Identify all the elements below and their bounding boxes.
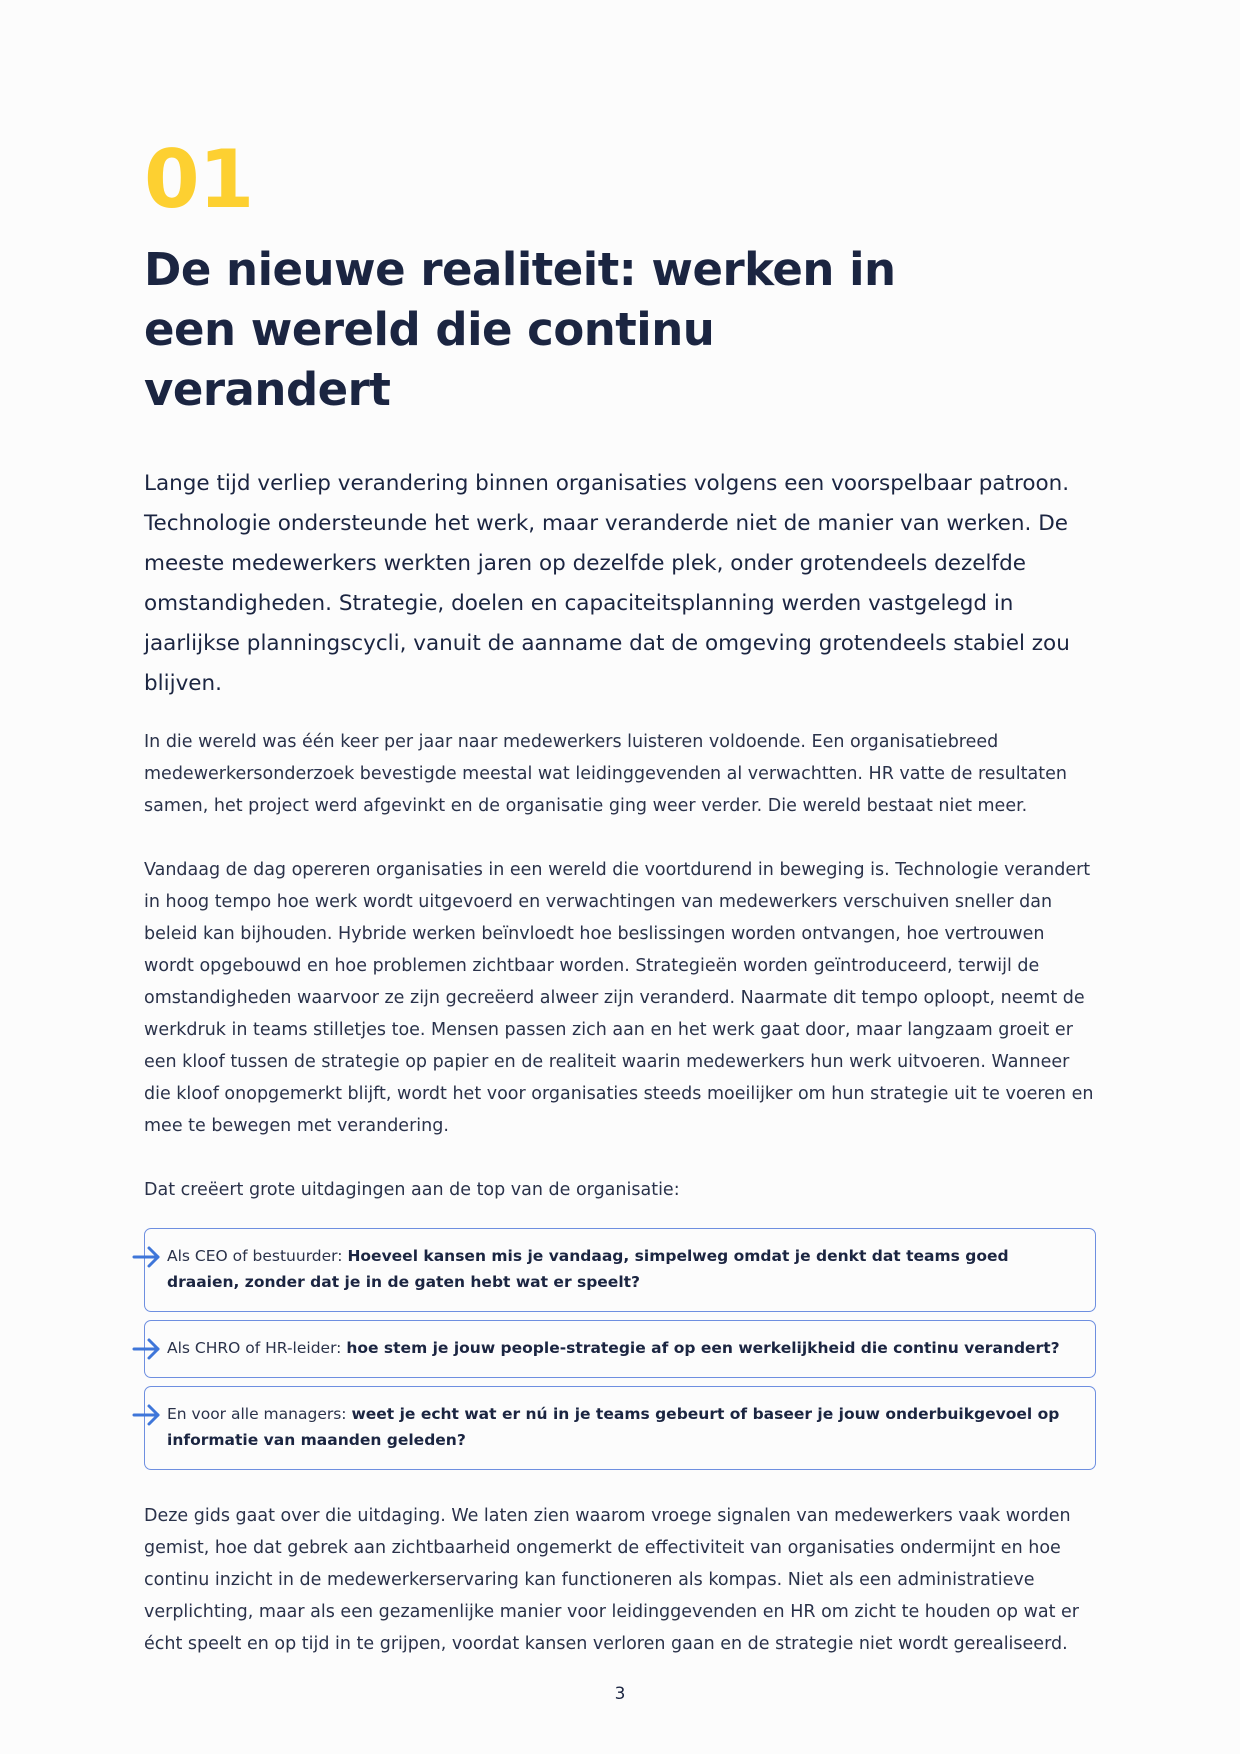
- question-box-ceo: [144, 1228, 1096, 1312]
- question-box-managers: [144, 1386, 1096, 1470]
- question-text: hoe stem je jouw people-strategie af op een werkelijkheid die continu verandert?: [346, 1339, 1060, 1357]
- body-paragraph-3: Dat creëert grote uitdagingen aan de top van de organisatie:: [144, 1180, 680, 1200]
- question-role: Als CHRO of HR-leider:: [167, 1339, 347, 1357]
- question-text: Hoeveel kansen mis je vandaag, simpelweg omdat je denkt dat teams goed draaien, zonder dat je in de gaten hebt wat er speelt?: [167, 1247, 1009, 1291]
- arrow-right-icon: [132, 1245, 162, 1269]
- page-content: [144, 133, 1096, 1660]
- body-paragraph-1: In die wereld was één keer per jaar naar medewerkers luisteren voldoende. Een organisatiebreed medewerkersonderzoek bevestigde meestal wat leidinggevenden al verwachtten. HR vatte de resultaten samen, het project werd afgevinkt en de organisatie ging weer verder. Die wereld bestaat niet meer.: [144, 732, 1067, 816]
- lead-paragraph: Lange tijd verliep verandering binnen organisaties volgens een voorspelbaar patroon. Technologie ondersteunde het werk, maar veranderde niet de manier van werken. De meeste medewerkers werkten jaren op dezelfde plek, onder grotendeels dezelfde omstandigheden. Strategie, doelen en capaciteitsplanning werden vastgelegd in jaarlijkse planningscycli, vanuit de aanname dat de omgeving grotendeels stabiel zou blijven.: [144, 471, 1070, 696]
- question-box-chro: [144, 1320, 1096, 1378]
- arrow-right-icon: [132, 1403, 162, 1427]
- question-role: En voor alle managers:: [167, 1405, 352, 1423]
- chapter-number: 01: [144, 133, 254, 226]
- page-number: 3: [614, 1684, 626, 1704]
- chapter-title: De nieuwe realiteit: werken in een wereld die continu verandert: [144, 243, 896, 416]
- question-text: weet je echt wat er nú in je teams gebeurt of baseer je jouw onderbuikgevoel op informatie van maanden geleden?: [167, 1405, 1060, 1449]
- closing-paragraph: Deze gids gaat over die uitdaging. We laten zien waarom vroege signalen van medewerkers vaak worden gemist, hoe dat gebrek aan zichtbaarheid ongemerkt de effectiviteit van organisaties ondermijnt en hoe continu inzicht in de medewerkerservaring kan functioneren als kompas. Niet als een administratieve verplichting, maar als een gezamenlijke manier voor leidinggevenden en HR om zicht te houden op wat er écht speelt en op tijd in te grijpen, voordat kansen verloren gaan en de strategie niet wordt gerealiseerd.: [144, 1506, 1080, 1654]
- arrow-right-icon: [132, 1337, 162, 1361]
- body-paragraph-2: Vandaag de dag opereren organisaties in een wereld die voortdurend in beweging is. Technologie verandert in hoog tempo hoe werk wordt uitgevoerd en verwachtingen van medewerkers verschuiven sneller dan beleid kan bijhouden. Hybride werken beïnvloedt hoe beslissingen worden ontvangen, hoe vertrouwen wordt opgebouwd en hoe problemen zichtbaar worden. Strategieën worden geïntroduceerd, terwijl de omstandigheden waarvoor ze zijn gecreëerd alweer zijn veranderd. Naarmate dit tempo oploopt, neemt de werkdruk in teams stilletjes toe. Mensen passen zich aan en het werk gaat door, maar langzaam groeit er een kloof tussen de strategie op papier en de realiteit waarin medewerkers hun werk uitvoeren. Wanneer die kloof onopgemerkt blijft, wordt het voor organisaties steeds moeilijker om hun strategie uit te voeren en mee te bewegen met verandering.: [144, 860, 1094, 1136]
- question-role: Als CEO of bestuurder:: [167, 1247, 348, 1265]
- question-list: [144, 1228, 1096, 1470]
